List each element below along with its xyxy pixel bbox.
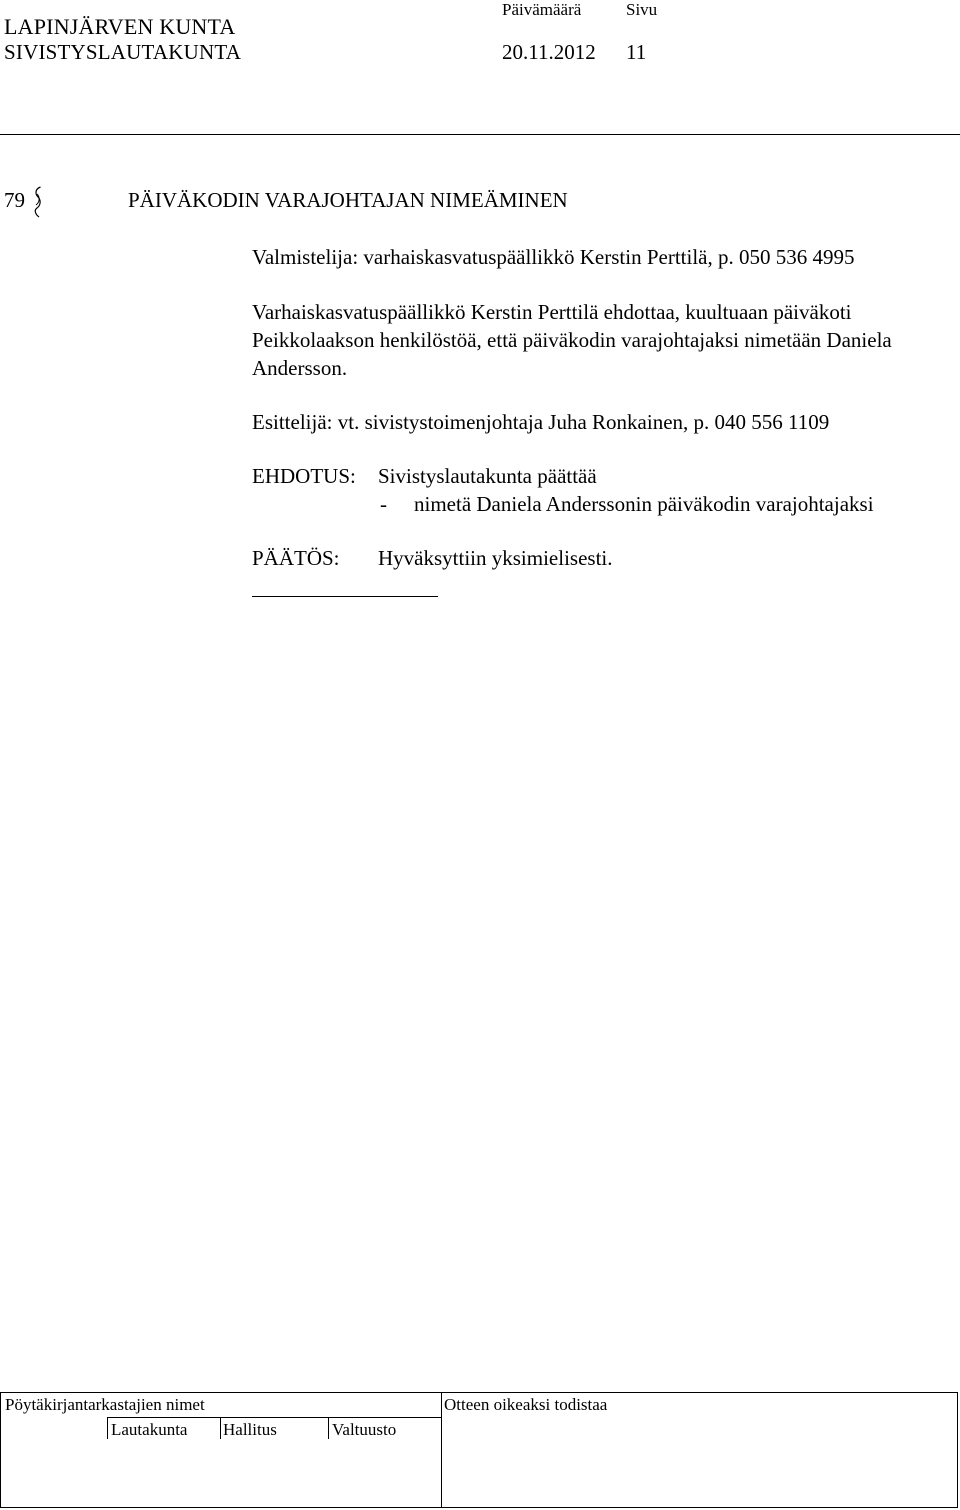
section-number: 79 [4, 188, 25, 212]
footer-cell-divider-2 [220, 1417, 221, 1439]
footer-column-divider [441, 1393, 442, 1507]
page-label: Sivu [626, 0, 658, 19]
footer-table [0, 1392, 958, 1508]
date-value: 20.11.2012 [502, 40, 596, 64]
decision-label: PÄÄTÖS: [252, 546, 340, 570]
copy-certification-label: Otteen oikeaksi todistaa [444, 1395, 608, 1414]
page-value: 11 [626, 40, 647, 64]
section-sign-icon [33, 185, 42, 219]
footer-cell-top-rule [107, 1417, 441, 1418]
footer-cell-valtuusto: Valtuusto [332, 1420, 397, 1439]
organization-name: LAPINJÄRVEN KUNTA [4, 14, 236, 39]
proposal-label: EHDOTUS: [252, 464, 356, 488]
paragraph-line-1: Varhaiskasvatuspäällikkö Kerstin Perttilä ehdottaa, kuultuaan päiväkoti [252, 300, 852, 324]
paragraph-line-2: Peikkolaakson henkilöstöä, että päiväkodin varajohtajaksi nimetään Daniela [252, 328, 892, 352]
proposal-text: Sivistyslautakunta päättää [378, 464, 597, 488]
header-divider [0, 134, 960, 135]
proposal-item: nimetä Daniela Anderssonin päiväkodin varajohtajaksi [414, 492, 874, 516]
paragraph-line-3: Andersson. [252, 356, 348, 380]
signatures-label: Pöytäkirjantarkastajien nimet [5, 1395, 205, 1414]
board-name: SIVISTYSLAUTAKUNTA [4, 40, 242, 64]
footer-cell-lautakunta: Lautakunta [111, 1420, 188, 1439]
footer-cell-divider-3 [328, 1417, 329, 1439]
date-label: Päivämäärä [502, 0, 582, 19]
preparer-line: Valmistelija: varhaiskasvatuspäällikkö Kerstin Perttilä, p. 050 536 4995 [252, 245, 855, 269]
presenter-line: Esittelijä: vt. sivistystoimenjohtaja Juha Ronkainen, p. 040 556 1109 [252, 410, 830, 434]
end-rule [252, 596, 438, 597]
footer-cell-hallitus: Hallitus [223, 1420, 277, 1439]
section-title: PÄIVÄKODIN VARAJOHTAJAN NIMEÄMINEN [128, 188, 568, 212]
footer-cell-divider-1 [107, 1417, 108, 1439]
proposal-dash: - [380, 492, 387, 516]
decision-text: Hyväksyttiin yksimielisesti. [378, 546, 613, 570]
